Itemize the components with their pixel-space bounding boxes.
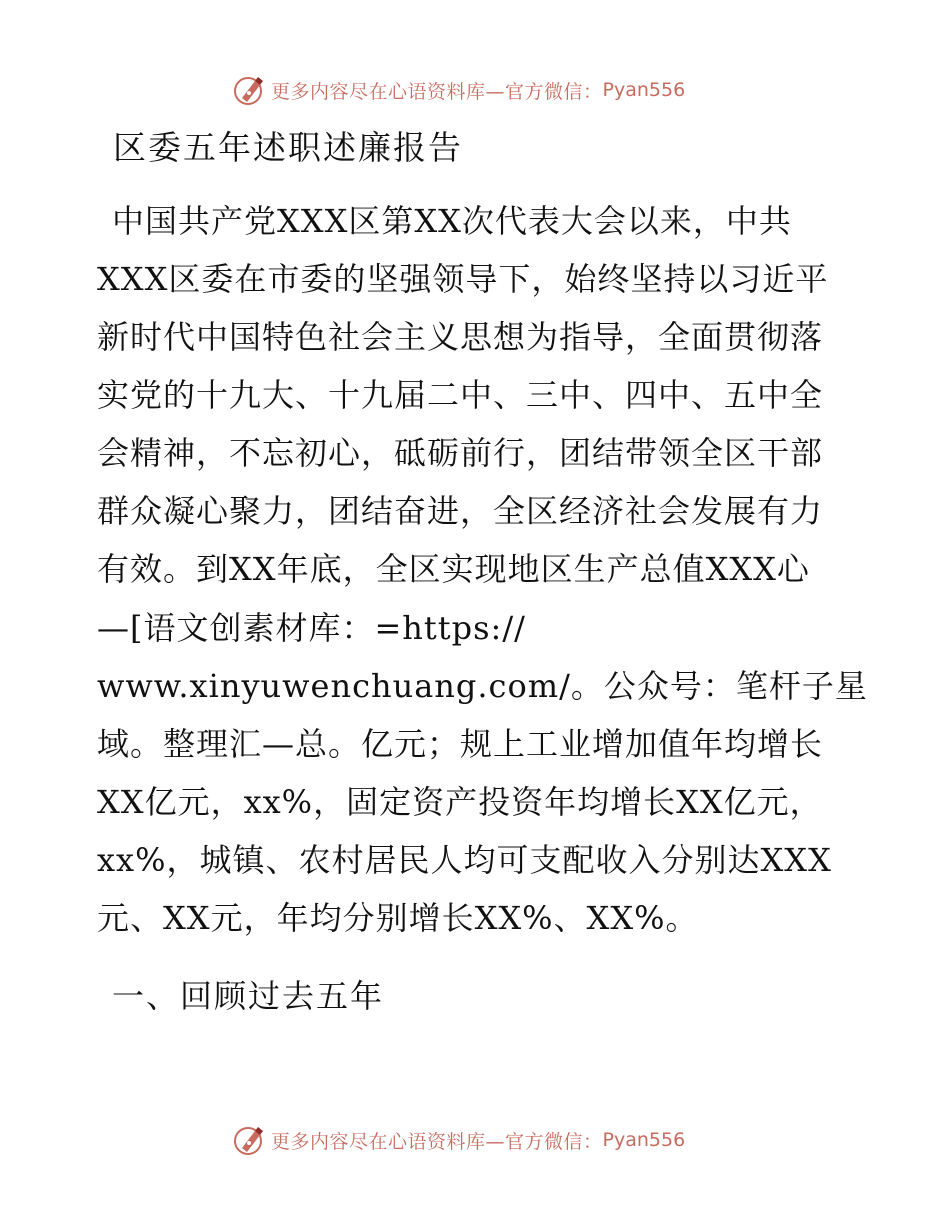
paragraph-line: 中国共产党XXX区第XX次代表大会以来，中共 [112,202,792,240]
pen-nib-logo-icon [233,1123,267,1157]
paragraph-line: 元、XX元，年均分别增长XX%、XX%。 [97,899,699,937]
footer-watermark [233,1120,685,1160]
paragraph-line: 会精神，不忘初心，砥砺前行，团结带领全区干部 [97,434,824,472]
paragraph-line: —[语文创素材库：=https:// [97,609,526,647]
watermark-text: 更多内容尽在心语资料库—官方微信： [271,1130,603,1153]
document-title: 区委五年述职述廉报告 [113,128,463,167]
pen-nib-logo-icon [233,73,267,107]
watermark-text: 更多内容尽在心语资料库—官方微信： [271,80,603,103]
paragraph-line: XXX区委在市委的坚强领导下，始终坚持以习近平 [97,260,829,298]
paragraph-line: 有效。到XX年底，全区实现地区生产总值XXX心 [97,550,810,588]
paragraph-line: XX亿元，xx%，固定资产投资年均增长XX亿元， [97,783,823,821]
header-watermark [233,70,685,110]
watermark-wechat-id: Pyan556 [602,1129,686,1151]
paragraph-line: 群众凝心聚力，团结奋进，全区经济社会发展有力 [97,492,824,530]
paragraph-line: www.xinyuwenchuang.com/。公众号：笔杆子星 [97,667,868,705]
watermark-wechat-id: Pyan556 [602,79,686,101]
paragraph-line: 新时代中国特色社会主义思想为指导，全面贯彻落 [97,318,824,356]
section-heading: 一、回顾过去五年 [112,977,385,1015]
paragraph-line: 实党的十九大、十九届二中、三中、四中、五中全 [97,376,824,414]
paragraph-line: 域。整理汇—总。亿元；规上工业增加值年均增长 [97,725,824,763]
paragraph-line: xx%，城镇、农村居民人均可支配收入分别达XXX [97,841,832,879]
